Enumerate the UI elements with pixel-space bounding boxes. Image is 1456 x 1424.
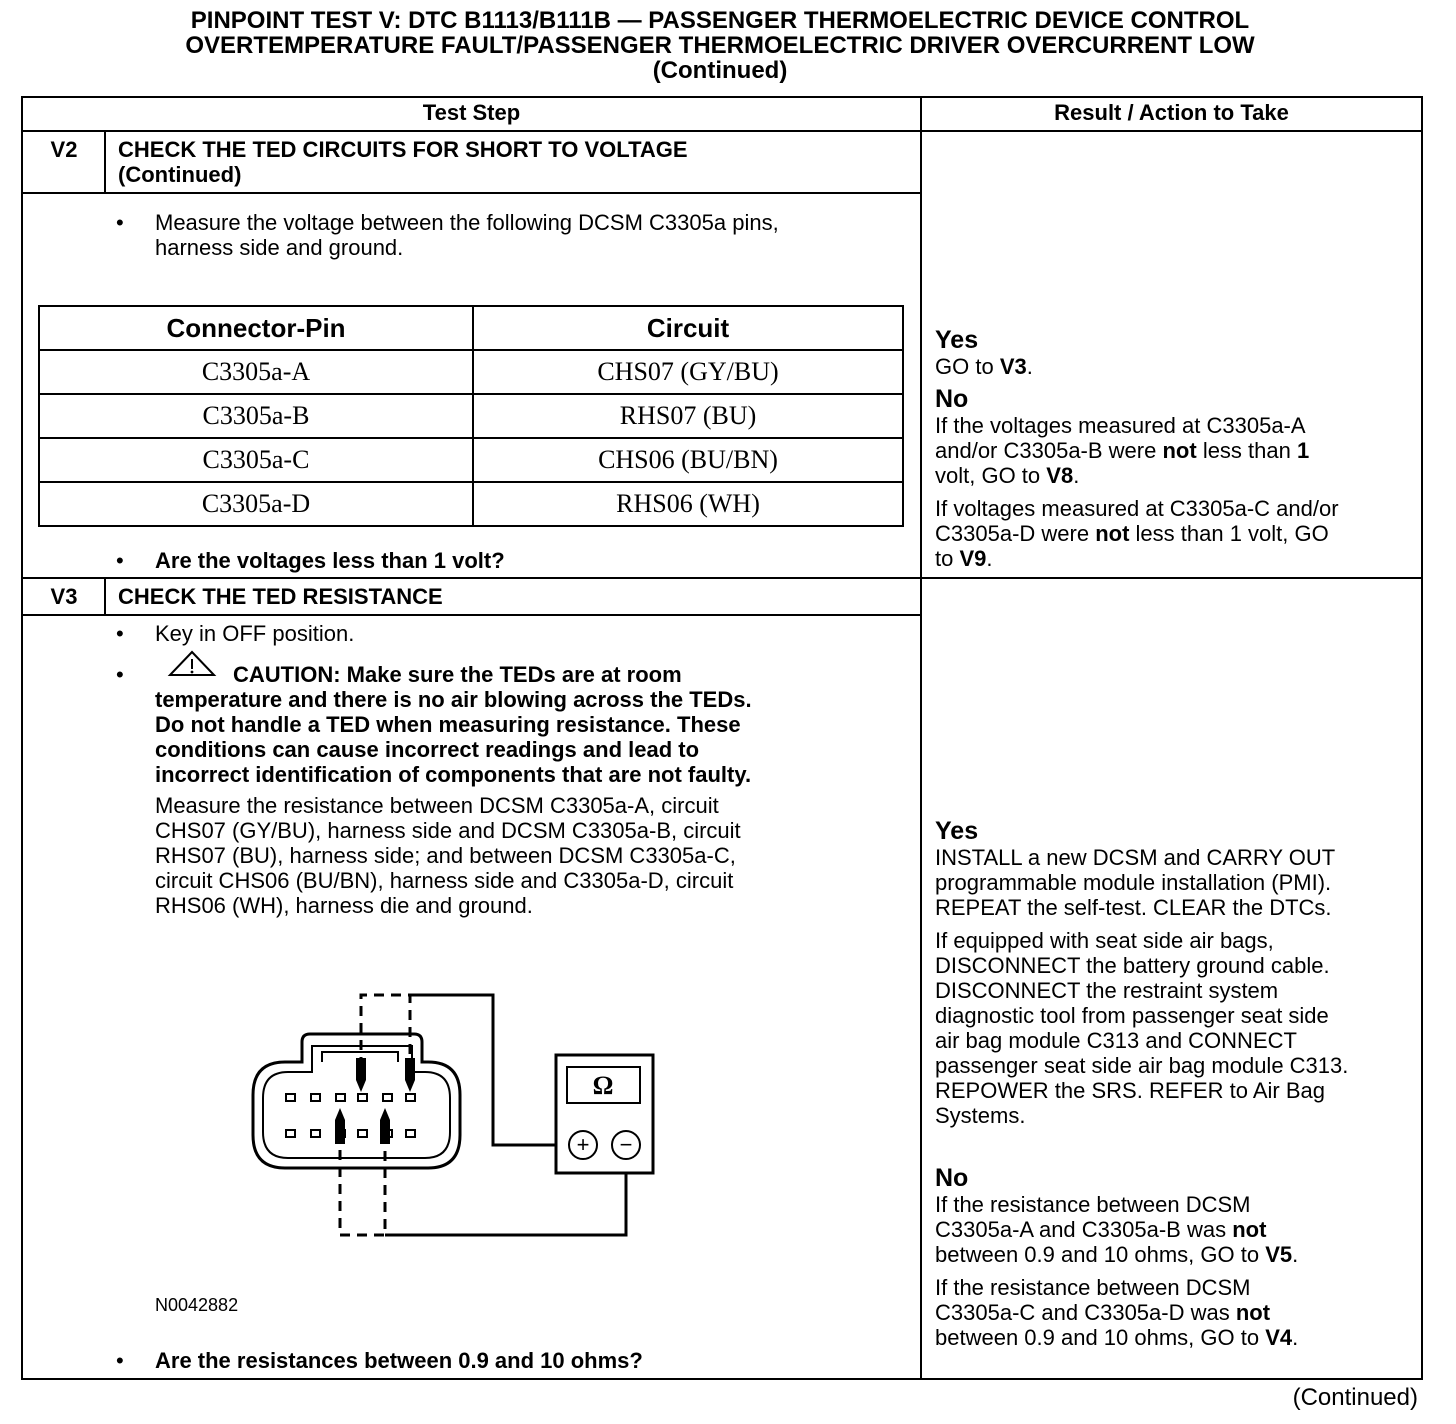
yes-line: DISCONNECT the battery ground cable.	[935, 953, 1330, 978]
caution-line: Do not handle a TED when measuring resistance. These	[155, 712, 741, 737]
no-text: volt, GO to	[935, 463, 1041, 488]
v2-heading-border	[21, 192, 922, 194]
no-target: V4	[1265, 1325, 1293, 1350]
footer-continued: (Continued)	[1292, 1384, 1418, 1411]
no-text: between 0.9 and 10 ohms, GO to	[935, 1242, 1260, 1267]
header-bottom-border	[21, 130, 1423, 132]
step-heading-v2	[118, 137, 688, 187]
v3-result	[935, 817, 1415, 1350]
probe-tip-icon	[335, 1108, 345, 1144]
no-text: If voltages measured at C3305a-C and/or	[935, 496, 1339, 521]
yes-line: passenger seat side air bag module C313.	[935, 1053, 1349, 1078]
circuit-cell: RHS07 (BU)	[473, 394, 903, 438]
no-label: No	[935, 385, 969, 413]
connector-ohmmeter-diagram	[240, 985, 670, 1245]
title-line-1: PINPOINT TEST V: DTC B1113/B111B — PASSENGER THERMOELECTRIC DEVICE CONTROL	[190, 7, 1250, 34]
pin-cell: C3305a-A	[39, 350, 473, 394]
no-text: If the voltages measured at C3305a-A	[935, 413, 1306, 438]
dashed-lead-bottom	[340, 1150, 385, 1235]
step-id-v2: V2	[50, 137, 78, 162]
measure-line: Measure the resistance between DCSM C3305a-A, circuit	[155, 793, 719, 818]
pin-cell: C3305a-B	[39, 394, 473, 438]
no-text: less than	[1202, 438, 1291, 463]
yes-label: Yes	[935, 817, 979, 845]
no-emphasis: not	[1235, 1300, 1271, 1325]
positive-terminal-label: +	[576, 1132, 590, 1157]
v2-heading-line-2: (Continued)	[118, 162, 242, 187]
dashed-lead-top	[361, 995, 410, 1067]
v2-question: Are the voltages less than 1 volt?	[155, 548, 505, 573]
circuit-cell: CHS06 (BU/BN)	[473, 438, 903, 482]
probe-tip-icon	[380, 1108, 390, 1144]
yes-line: DISCONNECT the restraint system	[935, 978, 1279, 1003]
measure-line: RHS07 (BU), harness side; and between DCSM C3305a-C,	[155, 843, 736, 868]
no-target: V8	[1046, 463, 1074, 488]
bullet-icon: •	[116, 1348, 124, 1373]
pin-table-header-circuit: Circuit	[473, 306, 903, 350]
v2-yes-action: GO to V3.	[935, 354, 1033, 379]
table-row	[39, 350, 903, 394]
no-text: and/or C3305a-B were	[935, 438, 1157, 463]
measure-line: RHS06 (WH), harness die and ground.	[155, 893, 533, 918]
connector-housing	[253, 1034, 460, 1168]
yes-line: diagnostic tool from passenger seat side	[935, 1003, 1329, 1028]
bullet-icon: •	[116, 662, 124, 687]
yes-line: REPOWER the SRS. REFER to Air Bag	[935, 1078, 1326, 1103]
probe-tip-icon	[356, 1058, 366, 1092]
caution-line: temperature and there is no air blowing across the TEDs.	[155, 687, 752, 712]
bullet-icon: •	[116, 621, 124, 646]
solid-lead-positive	[410, 995, 568, 1145]
no-emphasis: 1	[1297, 438, 1310, 463]
pin-cell: C3305a-D	[39, 482, 473, 526]
pin-table	[38, 305, 904, 527]
step-heading-v3: CHECK THE TED RESISTANCE	[118, 584, 443, 609]
v2-result	[935, 326, 1415, 571]
v2-instruction	[155, 210, 779, 260]
yes-line: INSTALL a new DCSM and CARRY OUT	[935, 845, 1336, 870]
v3-key-off: Key in OFF position.	[155, 621, 355, 646]
caution-line: conditions can cause incorrect readings and lead to	[155, 737, 700, 762]
v3-caution	[155, 662, 752, 787]
title-line-2: OVERTEMPERATURE FAULT/PASSENGER THERMOELECTRIC DRIVER OVERCURRENT LOW	[185, 32, 1255, 59]
yes-line: Systems.	[935, 1103, 1026, 1128]
v3-heading-border	[21, 614, 922, 616]
title-line-3: (Continued)	[652, 57, 788, 84]
page-title	[0, 8, 1440, 83]
v3-measure-instruction	[155, 793, 741, 918]
no-label: No	[935, 1164, 969, 1192]
no-text: less than 1 volt, GO	[1135, 521, 1329, 546]
yes-line: REPEAT the self-test. CLEAR the DTCs.	[935, 895, 1332, 920]
table-right-border	[1421, 96, 1423, 1380]
pin-table-header-connector: Connector-Pin	[39, 306, 473, 350]
yes-line: If equipped with seat side air bags,	[935, 928, 1274, 953]
pin-cavities	[286, 1094, 415, 1137]
no-text: between 0.9 and 10 ohms, GO to	[935, 1325, 1260, 1350]
pin-cell: C3305a-C	[39, 438, 473, 482]
table-left-border	[21, 96, 23, 1380]
v3-no-action-2: If the resistance between DCSM C3305a-C and C3305a-D was not between 0.9 and 10 ohms, GO to V4.	[935, 1275, 1299, 1350]
no-target: V9	[959, 546, 987, 571]
circuit-cell: CHS07 (GY/BU)	[473, 350, 903, 394]
yes-text: GO to	[935, 354, 994, 379]
v3-yes-action-2	[935, 928, 1415, 1128]
yes-line: programmable module installation (PMI).	[935, 870, 1332, 895]
header-test-step: Test Step	[422, 100, 521, 125]
no-text: C3305a-D were	[935, 521, 1090, 546]
v2-no-action-2: If voltages measured at C3305a-C and/or C3305a-D were not less than 1 volt, GO to V9.	[935, 496, 1339, 571]
v2-instruction-line-1: Measure the voltage between the following DCSM C3305a pins,	[155, 210, 779, 235]
v2-no-action-1: If the voltages measured at C3305a-A and/or C3305a-B were not less than 1 volt, GO to V8.	[935, 413, 1310, 488]
no-target: V5	[1265, 1242, 1293, 1267]
table-row	[39, 438, 903, 482]
column-divider	[920, 96, 922, 1380]
yes-line: air bag module C313 and CONNECT	[935, 1028, 1297, 1053]
v2-v3-divider	[21, 577, 1423, 579]
no-emphasis: not	[1232, 1217, 1267, 1242]
figure-id: N0042882	[155, 1295, 239, 1315]
no-emphasis: not	[1095, 521, 1130, 546]
ohm-symbol: Ω	[592, 1071, 614, 1100]
bullet-icon: •	[116, 548, 124, 573]
no-text: If the resistance between DCSM	[935, 1275, 1251, 1300]
circuit-cell: RHS06 (WH)	[473, 482, 903, 526]
bullet-icon: •	[116, 210, 124, 235]
table-row	[39, 394, 903, 438]
no-text: C3305a-C and C3305a-D was	[935, 1300, 1230, 1325]
v2-instruction-line-2: harness side and ground.	[155, 235, 404, 260]
measure-line: CHS07 (GY/BU), harness side and DCSM C3305a-B, circuit	[155, 818, 741, 843]
v3-yes-action-1	[935, 845, 1415, 920]
table-bottom-border	[21, 1378, 1423, 1380]
header-result-action: Result / Action to Take	[1054, 100, 1289, 125]
caution-line: CAUTION: Make sure the TEDs are at room	[233, 662, 682, 687]
no-emphasis: not	[1162, 438, 1197, 463]
caution-line: incorrect identification of components that are not faulty.	[155, 762, 752, 787]
table-top-border	[21, 96, 1423, 98]
table-row	[39, 482, 903, 526]
pin-table-header-row	[39, 306, 903, 350]
yes-label: Yes	[935, 326, 979, 354]
v3-no-action-1: If the resistance between DCSM C3305a-A and C3305a-B was not between 0.9 and 10 ohms, GO to V5.	[935, 1192, 1299, 1267]
v3-question: Are the resistances between 0.9 and 10 ohms?	[155, 1348, 643, 1373]
negative-terminal-label: −	[619, 1132, 633, 1157]
measure-line: circuit CHS06 (BU/BN), harness side and C3305a-D, circuit	[155, 868, 734, 893]
step-id-v3: V3	[50, 584, 78, 609]
no-text: to	[935, 546, 954, 571]
yes-target: V3	[999, 354, 1027, 379]
v2-heading-line-1: CHECK THE TED CIRCUITS FOR SHORT TO VOLTAGE	[118, 137, 688, 162]
probe-tip-icon	[405, 1058, 415, 1092]
no-text: If the resistance between DCSM	[935, 1192, 1251, 1217]
no-text: C3305a-A and C3305a-B was	[935, 1217, 1227, 1242]
